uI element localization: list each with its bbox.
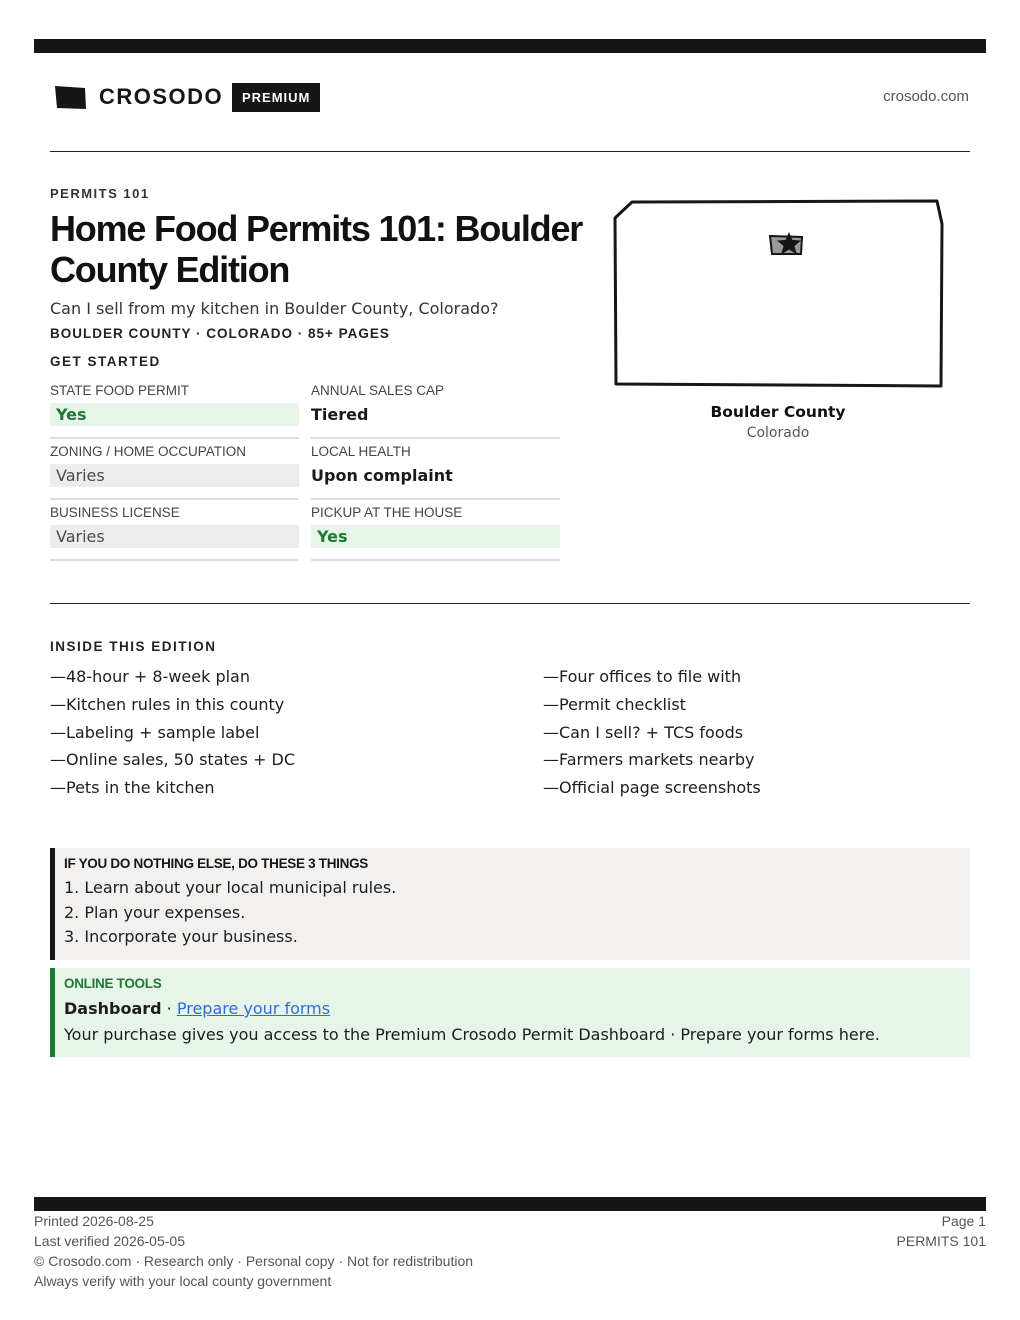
page-number: Page 1 <box>941 1213 986 1229</box>
brand-name: CROSODO <box>99 84 224 109</box>
prepare-forms-link[interactable]: Prepare your forms <box>176 999 331 1018</box>
callout-item: 2. Plan your expenses. <box>64 902 246 922</box>
get-started-heading: GET STARTED <box>50 354 161 369</box>
fact-pickup-at-house <box>311 500 560 561</box>
fact-local-health <box>311 439 560 500</box>
fact-annual-sales-cap <box>311 378 560 439</box>
section-kicker: PERMITS 101 <box>50 186 150 201</box>
online-tools-description: Your purchase gives you access to the Premium Crosodo Permit Dashboard · Prepare your forms here. <box>64 1025 880 1044</box>
footer-left <box>34 1211 473 1291</box>
list-item: —Kitchen rules in this county <box>50 694 285 714</box>
colorado-logo-icon <box>54 85 86 110</box>
edition-meta: BOULDER COUNTY · COLORADO · 85+ PAGES <box>50 326 390 341</box>
footer-right <box>897 1211 986 1251</box>
page-subtitle: Can I sell from my kitchen in Boulder County, Colorado? <box>50 299 499 318</box>
contents-right-column <box>543 665 973 804</box>
site-url[interactable]: crosodo.com <box>883 88 969 105</box>
fact-value: Varies <box>50 525 299 548</box>
fact-label: PICKUP AT THE HOUSE <box>311 505 463 520</box>
fact-value: Upon complaint <box>311 466 453 485</box>
list-item: —Official page screenshots <box>543 778 761 798</box>
copyright-notice: © Crosodo.com · Research only · Personal copy · Not for redistribution <box>34 1253 474 1269</box>
list-item: —Online sales, 50 states + DC <box>50 750 296 770</box>
printed-date: Printed 2026-08-25 <box>34 1213 154 1229</box>
section-divider <box>50 603 970 604</box>
colorado-map <box>612 196 944 392</box>
fact-business-license <box>50 500 299 561</box>
footer-section: PERMITS 101 <box>896 1233 986 1249</box>
map-county-name: Boulder County <box>710 403 846 421</box>
callout-item: 1. Learn about your local municipal rules. <box>64 878 397 897</box>
fact-label: ZONING / HOME OCCUPATION <box>50 444 247 459</box>
premium-badge: PREMIUM <box>232 83 320 112</box>
dashboard-row <box>64 997 970 1021</box>
list-item: —Labeling + sample label <box>50 722 260 742</box>
list-item: —Four offices to file with <box>543 667 742 686</box>
list-item: —Permit checklist <box>543 694 686 714</box>
verified-date: Last verified 2026-05-05 <box>34 1233 185 1249</box>
page-title: Home Food Permits 101: Boulder County Edition <box>50 208 583 290</box>
map-state-name: Colorado <box>746 425 810 441</box>
fact-label: ANNUAL SALES CAP <box>311 383 445 398</box>
list-item: —Farmers markets nearby <box>543 750 755 770</box>
fact-value: Yes <box>311 525 560 548</box>
three-things-callout <box>50 848 970 960</box>
verify-note: Always verify with your local county government <box>34 1273 332 1289</box>
online-tools-heading: ONLINE TOOLS <box>64 976 162 991</box>
fact-label: LOCAL HEALTH <box>311 444 411 459</box>
fact-value: Yes <box>50 403 299 426</box>
fact-zoning <box>50 439 299 500</box>
callout-heading: IF YOU DO NOTHING ELSE, DO THESE 3 THINGS <box>64 856 368 871</box>
dashboard-label: Dashboard <box>64 999 162 1018</box>
fact-grid <box>50 378 559 561</box>
fact-label: STATE FOOD PERMIT <box>50 383 190 398</box>
callout-item: 3. Incorporate your business. <box>64 927 298 946</box>
contents-left-column <box>50 665 480 804</box>
top-bar <box>34 39 986 53</box>
inside-edition-heading: INSIDE THIS EDITION <box>50 639 217 654</box>
header-divider <box>50 151 970 152</box>
fact-label: BUSINESS LICENSE <box>50 505 180 520</box>
fact-value: Varies <box>50 464 299 487</box>
list-item: —Pets in the kitchen <box>50 778 215 798</box>
bottom-bar <box>34 1197 986 1211</box>
separator: · <box>161 999 177 1018</box>
list-item: —Can I sell? + TCS foods <box>543 722 744 742</box>
online-tools-callout <box>50 968 970 1057</box>
fact-state-food-permit <box>50 378 299 439</box>
list-item: —48-hour + 8-week plan <box>50 667 250 686</box>
fact-value: Tiered <box>311 405 369 424</box>
